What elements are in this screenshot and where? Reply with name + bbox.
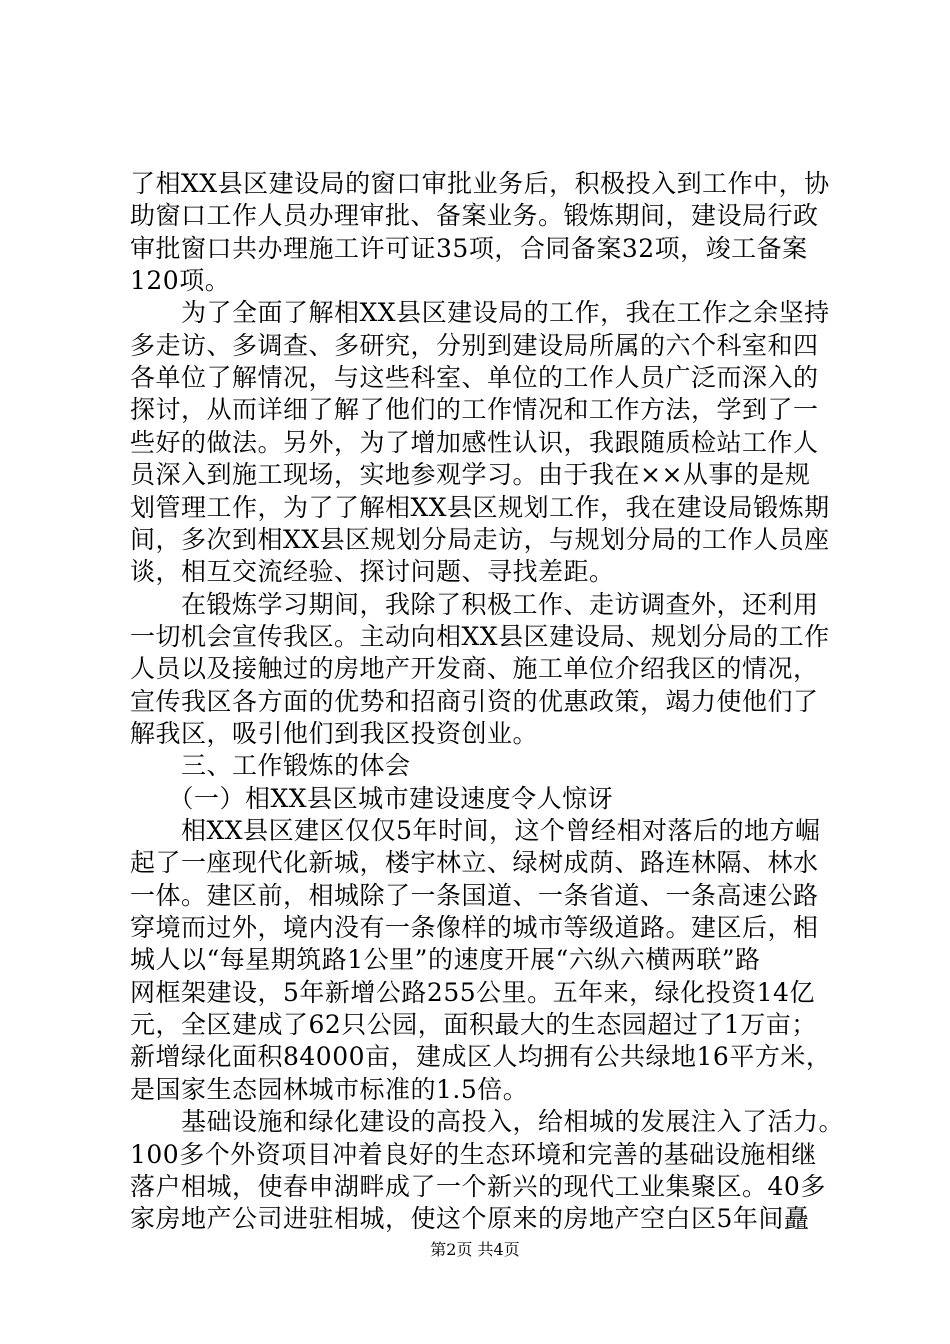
text-line: 100多个外资项目冲着良好的生态环境和完善的基础设施相继: [130, 1140, 817, 1169]
text-line: （一）相XX县区城市建设速度令人惊讶: [130, 784, 614, 813]
text-line: 些好的做法。另外，为了增加感性认识，我跟随质检站工作人: [130, 428, 819, 457]
text-line: 相XX县区建区仅仅5年时间，这个曾经相对落后的地方崛: [130, 816, 821, 845]
text-line: 基础设施和绿化建设的高投入，给相城的发展注入了活力。: [130, 1107, 845, 1136]
text-line: 120项。: [130, 266, 231, 295]
text-line: 各单位了解情况，与这些科室、单位的工作人员广泛而深入的: [130, 363, 819, 392]
text-line: 多走访、多调查、多研究，分别到建设局所属的六个科室和四: [130, 331, 819, 360]
text-line: 为了全面了解相XX县区建设局的工作，我在工作之余坚持: [130, 298, 830, 327]
page-number-footer: 第2页 共4页: [430, 1240, 520, 1259]
text-line: 探讨，从而详细了解了他们的工作情况和工作方法，学到了一: [130, 395, 819, 424]
text-line: 穿境而过外，境内没有一条像样的城市等级道路。建区后，相: [130, 913, 819, 942]
text-line: 间，多次到相XX县区规划分局走访，与规划分局的工作人员座: [130, 525, 830, 554]
text-line: 起了一座现代化新城，楼宇林立、绿树成荫、路连林隔、林水: [130, 848, 819, 877]
text-line: 助窗口工作人员办理审批、备案业务。锻炼期间，建设局行政: [130, 201, 819, 230]
text-line: 划管理工作，为了了解相XX县区规划工作，我在建设局锻炼期: [130, 493, 830, 522]
text-line: 审批窗口共办理施工许可证35项，合同备案32项，竣工备案: [130, 234, 808, 263]
text-line: 解我区，吸引他们到我区投资创业。: [130, 719, 539, 748]
text-line: 是国家生态园林城市标准的1.5倍。: [130, 1075, 529, 1104]
text-line: 在锻炼学习期间，我除了积极工作、走访调查外，还利用: [130, 590, 819, 619]
text-line: 了相XX县区建设局的窗口审批业务后，积极投入到工作中，协: [130, 169, 830, 198]
text-line: 新增绿化面积84000亩，建成区人均拥有公共绿地16平方米，: [130, 1042, 832, 1071]
text-line: 人员以及接触过的房地产开发商、施工单位介绍我区的情况，: [130, 654, 819, 683]
text-line: 网框架建设，5年新增公路255公里。五年来，绿化投资14亿: [130, 978, 815, 1007]
text-line: 员深入到施工现场，实地参观学习。由于我在××从事的是规: [130, 460, 811, 489]
text-line: 谈，相互交流经验、探讨问题、寻找差距。: [130, 557, 615, 586]
text-line: 家房地产公司进驻相城，使这个原来的房地产空白区5年间矗: [130, 1204, 810, 1233]
text-line: 落户相城，使春申湖畔成了一个新兴的现代工业集聚区。40多: [130, 1172, 826, 1201]
text-line: 元，全区建成了62只公园，面积最大的生态园超过了1万亩；: [130, 1010, 817, 1039]
text-line: 宣传我区各方面的优势和招商引资的优惠政策，竭力使他们了: [130, 687, 819, 716]
text-line: 一体。建区前，相城除了一条国道、一条省道、一条高速公路: [130, 881, 819, 910]
text-line: 三、工作锻炼的体会: [130, 751, 411, 780]
text-line: 城人以“每星期筑路1公里”的速度开展“六纵六横两联”路: [130, 945, 761, 974]
text-line: 一切机会宣传我区。主动向相XX县区建设局、规划分局的工作: [130, 622, 830, 651]
